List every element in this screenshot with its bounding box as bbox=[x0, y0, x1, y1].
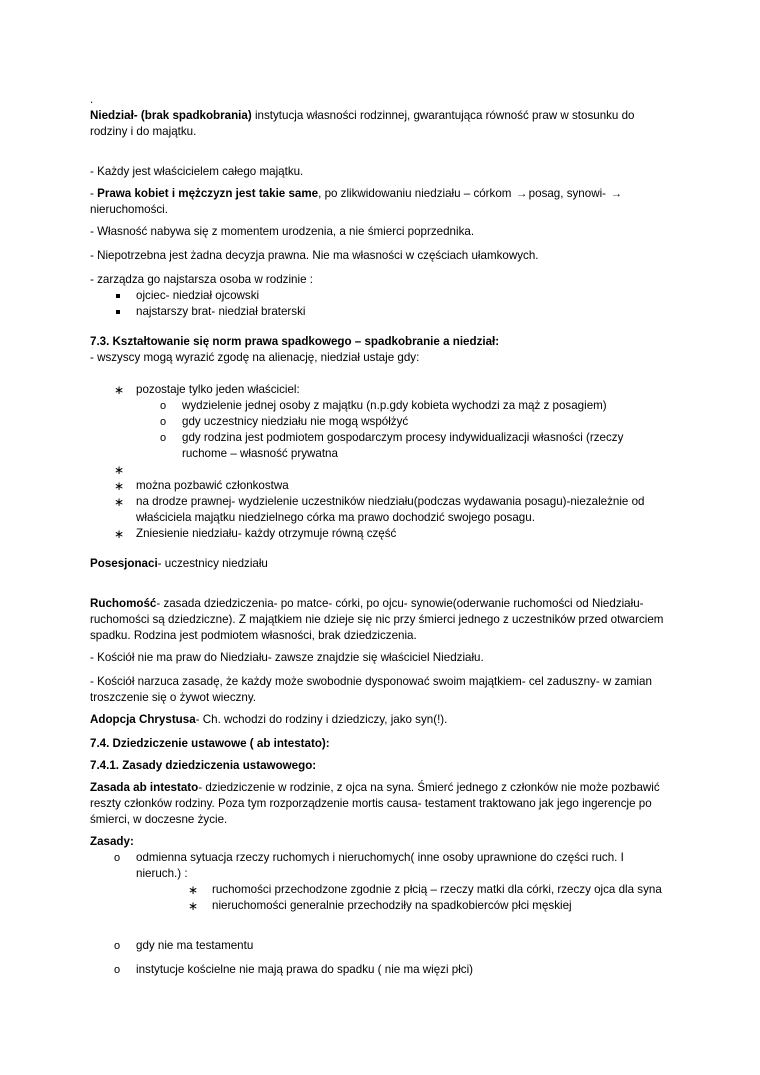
heading-zasady: Zasady: bbox=[90, 835, 134, 848]
paragraph-alienation: - wszyscy mogą wyrazić zgodę na alienację, niedział ustaje gdy: bbox=[90, 351, 420, 364]
rule-movables-line1: odmienna sytuacja rzeczy ruchomych i nieruchomych( inne osoby uprawnione do części ruch. I bbox=[136, 851, 624, 864]
niedzial-definition-line2: rodziny i do majątku. bbox=[90, 125, 197, 138]
paragraph-church-rights: - Kościół nie ma praw do Niedziału- zawsze znajdzie się właściciel Niedziału. bbox=[90, 651, 484, 664]
circle-bullet-icon: o bbox=[160, 416, 167, 428]
circle-bullet-icon: o bbox=[114, 852, 121, 864]
rule-church-institutions: instytucje kościelne nie mają prawa do spadku ( nie ma więzi płci) bbox=[136, 963, 474, 976]
management-item-father: ojciec- niedział ojcowski bbox=[136, 289, 260, 302]
management-item-brother: najstarszy brat- niedział braterski bbox=[136, 305, 306, 318]
sub-item-economic-line1: gdy rodzina jest podmiotem gospodarczym procesy indywidualizacji własności (rzeczy bbox=[182, 431, 624, 444]
condition-membership: można pozbawić członkostwa bbox=[136, 479, 289, 492]
circle-bullet-icon: o bbox=[160, 400, 167, 412]
sub-item-coexist: gdy uczestnicy niedziału nie mogą współżyć bbox=[182, 415, 409, 428]
paragraph-zasada-line3: śmierci, w doczesne życie. bbox=[90, 813, 228, 826]
rule-no-testament: gdy nie ma testamentu bbox=[136, 939, 254, 952]
sub-item-economic-line2: ruchome – własność prywatna bbox=[182, 447, 338, 460]
sub-item-separation: wydzielenie jednej osoby z majątku (n.p.gdy kobieta wychodzi za mąż z posagiem) bbox=[182, 399, 607, 412]
square-bullet-icon bbox=[116, 294, 120, 298]
stray-dot: . bbox=[90, 93, 94, 106]
rule-movables-line2: nieruch.) : bbox=[136, 867, 188, 880]
sub-rule-immovables: nieruchomości generalnie przechodziły na spadkobierców płci męskiej bbox=[212, 899, 572, 912]
paragraph-rights-line1: - Prawa kobiet i mężczyzn jest takie same, po zlikwidowaniu niedziału – córkom →posag, synowi- → bbox=[90, 187, 623, 200]
heading-7-4-1: 7.4.1. Zasady dziedziczenia ustawowego: bbox=[90, 759, 317, 772]
paragraph-management: - zarządza go najstarsza osoba w rodzinie : bbox=[90, 273, 313, 286]
paragraph-owner: - Każdy jest właścicielem całego majątku. bbox=[90, 165, 304, 178]
paragraph-zasada-line2: reszty członków rodziny. Poza tym rozporządzenie mortis causa- testament traktowano jak jego ingerencje po bbox=[90, 797, 652, 810]
asterisk-bullet-icon: ∗ bbox=[114, 463, 125, 477]
arrow-right-icon: → bbox=[610, 187, 623, 200]
paragraph-church-principle-line2: troszczenie się o żywot wieczny. bbox=[90, 691, 257, 704]
condition-legal-line2: właściciela majątku niedzielnego córka ma prawo dochodzić swojego posagu. bbox=[136, 511, 535, 524]
paragraph-posesjonaci: Posesjonaci- uczestnicy niedziału bbox=[90, 557, 268, 570]
paragraph-church-principle-line1: - Kościół narzuca zasadę, że każdy może swobodnie dysponować swoim majątkiem- cel zaduszny- w zamian bbox=[90, 675, 652, 688]
heading-7-3: 7.3. Kształtowanie się norm prawa spadkowego – spadkobranie a niedział: bbox=[90, 335, 500, 348]
asterisk-bullet-icon: ∗ bbox=[188, 899, 199, 913]
paragraph-ruchomosc-line2: ruchomości są dziedziczne). Z majątkiem nie dzieje się nic przy śmierci jednego z uczestników przed otwarciem bbox=[90, 613, 664, 626]
paragraph-acquisition: - Własność nabywa się z momentem urodzenia, a nie śmierci poprzednika. bbox=[90, 225, 475, 238]
condition-abolition: Zniesienie niedziału- każdy otrzymuje równą część bbox=[136, 527, 397, 540]
condition-one-owner: pozostaje tylko jeden właściciel: bbox=[136, 383, 300, 396]
rights-bold: Prawa kobiet i mężczyzn jest takie same bbox=[97, 187, 319, 200]
niedzial-definition-line1: Niedział- (brak spadkobrania) instytucja własności rodzinnej, gwarantująca równość praw w stosunku do bbox=[90, 109, 635, 122]
condition-legal-line1: na drodze prawnej- wydzielenie uczestników niedziału(podczas wydawania posagu)-niezależnie od bbox=[136, 495, 645, 508]
paragraph-ruchomosc-line1: Ruchomość- zasada dziedziczenia- po matce- córki, po ojcu- synowie(oderwanie ruchomości od Niedziału- bbox=[90, 597, 644, 610]
niedzial-term: Niedział- (brak spadkobrania) bbox=[90, 109, 252, 122]
circle-bullet-icon: o bbox=[160, 432, 167, 444]
paragraph-zasada-line1: Zasada ab intestato- dziedziczenie w rodzinie, z ojca na syna. Śmierć jednego z członków nie może pozbawić bbox=[90, 781, 660, 794]
paragraph-adoption: Adopcja Chrystusa- Ch. wchodzi do rodziny i dziedziczy, jako syn(!). bbox=[90, 713, 448, 726]
circle-bullet-icon: o bbox=[114, 940, 121, 952]
asterisk-bullet-icon: ∗ bbox=[114, 383, 125, 397]
paragraph-ruchomosc-line3: spadku. Rodzina jest podmiotem własności, brak dziedziczenia. bbox=[90, 629, 417, 642]
circle-bullet-icon: o bbox=[114, 964, 121, 976]
sub-rule-movables: ruchomości przechodzone zgodnie z płcią – rzeczy matki dla córki, rzeczy ojca dla syna bbox=[212, 883, 662, 896]
asterisk-bullet-icon: ∗ bbox=[114, 495, 125, 509]
arrow-right-icon: → bbox=[515, 187, 528, 200]
asterisk-bullet-icon: ∗ bbox=[114, 479, 125, 493]
asterisk-bullet-icon: ∗ bbox=[188, 883, 199, 897]
square-bullet-icon bbox=[116, 310, 120, 314]
paragraph-rights-line2: nieruchomości. bbox=[90, 203, 168, 216]
heading-7-4: 7.4. Dziedziczenie ustawowe ( ab intestato): bbox=[90, 737, 330, 750]
paragraph-no-decision: - Niepotrzebna jest żadna decyzja prawna. Nie ma własności w częściach ułamkowych. bbox=[90, 249, 539, 262]
asterisk-bullet-icon: ∗ bbox=[114, 527, 125, 541]
